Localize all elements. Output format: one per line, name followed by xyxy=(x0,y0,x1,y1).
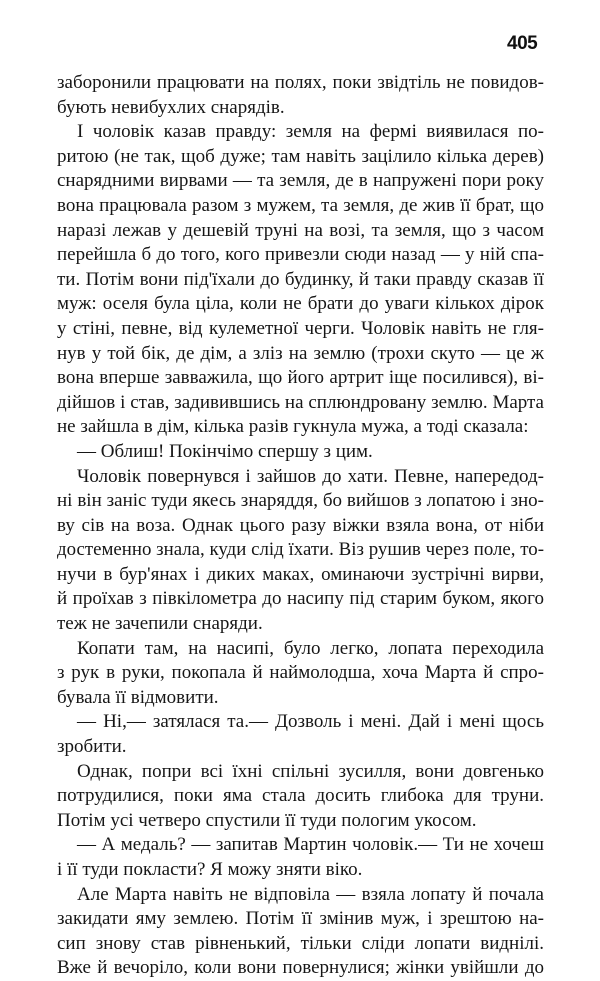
text-line: у стіні, певне, від кулеметної черги. Чоловік навіть не гля- xyxy=(57,317,544,339)
text-line: перейшла б до того, кого привезли сюди назад — у ній спа- xyxy=(57,244,544,266)
text-line: з рук в руки, покопала й наймолодша, хоча Марта й спро- xyxy=(57,662,544,684)
text-line: — Облиш! Покінчімо спершу з цим. xyxy=(77,440,373,462)
text-line: нув у той бік, де дім, а зліз на землю (трохи скуто — це ж xyxy=(57,342,544,364)
text-line: зробити. xyxy=(57,736,127,758)
text-line: І чоловік казав правду: земля на фермі виявилася по- xyxy=(77,121,544,143)
text-line: вона працювала разом з мужем, та земля, де жив її брат, що xyxy=(57,194,544,216)
text-line: і її туди покласти? Я можу зняти віко. xyxy=(57,859,363,880)
text-line: закидати яму землею. Потім її змінив муж, і зрештою на- xyxy=(57,908,544,930)
body-text xyxy=(57,71,544,981)
text-line: ні він заніс туди якесь знаряддя, бо вийшов з лопатою і зно- xyxy=(57,490,544,512)
text-line: ву сів на воза. Однак цього разу віжки взяла вона, от ніби xyxy=(57,514,544,536)
text-line: — А медаль? — запитав Мартин чоловік.— Ти не хочеш xyxy=(77,834,544,856)
text-line: наразі лежав у дешевій труні на возі, та земля, що з часом xyxy=(57,219,544,241)
text-line: заборонили працювати на полях, поки звідтіль не повидов- xyxy=(57,72,544,93)
text-line: муж: оселя була ціла, коли не брати до уваги кількох дірок xyxy=(57,293,544,315)
text-line: й проїхав з півкілометра до насипу під старим буком, якого xyxy=(57,588,544,610)
text-line: потрудилися, поки яма стала досить глибока для труни. xyxy=(57,785,544,807)
text-line: сип знову став рівненький, тільки сліди лопати виднілі. xyxy=(57,932,544,954)
text-line: Копати там, на насипі, було легко, лопата переходила xyxy=(77,637,544,659)
text-line: Потім усі четверо спустили її туди пологим укосом. xyxy=(57,809,477,831)
text-line: Вже й вечоріло, коли вони повернулися; жінки увійшли до xyxy=(57,957,544,979)
text-line: не зайшла в дім, кілька разів гукнула мужа, а тоді сказала: xyxy=(57,416,529,438)
text-line: Однак, попри всі їхні спільні зусилля, вони довгенько xyxy=(77,760,544,782)
text-line: — Ні,— затялася та.— Дозволь і мені. Дай і мені щось xyxy=(77,711,544,733)
text-line: ритою (не так, щоб дуже; там навіть зацілило кілька дерев) xyxy=(57,145,544,167)
text-line: снарядними вирвами — та земля, де в напруженi пори року xyxy=(57,170,544,192)
text-line: ти. Потім вони під'їхали до будинку, й таки правду сказав її xyxy=(57,268,544,290)
text-line: достеменно знала, куди слід їхати. Віз рушив через поле, то- xyxy=(57,539,544,561)
text-line: вона вперше завважила, що його артрит іще посилився), ві- xyxy=(57,367,544,389)
page-number: 405 xyxy=(507,33,538,54)
text-line: теж не зачепили снаряди. xyxy=(57,613,263,635)
text-line: бують невибухлих снарядів. xyxy=(57,96,285,118)
text-line: дійшов і став, задивившись на сплюндровану землю. Марта xyxy=(57,391,544,413)
text-line: нучи в бур'янах і диких маках, оминаючи зустрічні вирви, xyxy=(57,563,544,585)
text-line: бувала її відмовити. xyxy=(57,686,219,708)
text-line: Але Марта навіть не відповіла — взяла лопату й почала xyxy=(77,883,544,905)
text-line: Чоловік повернувся і зайшов до хати. Певне, напередод- xyxy=(77,465,544,487)
